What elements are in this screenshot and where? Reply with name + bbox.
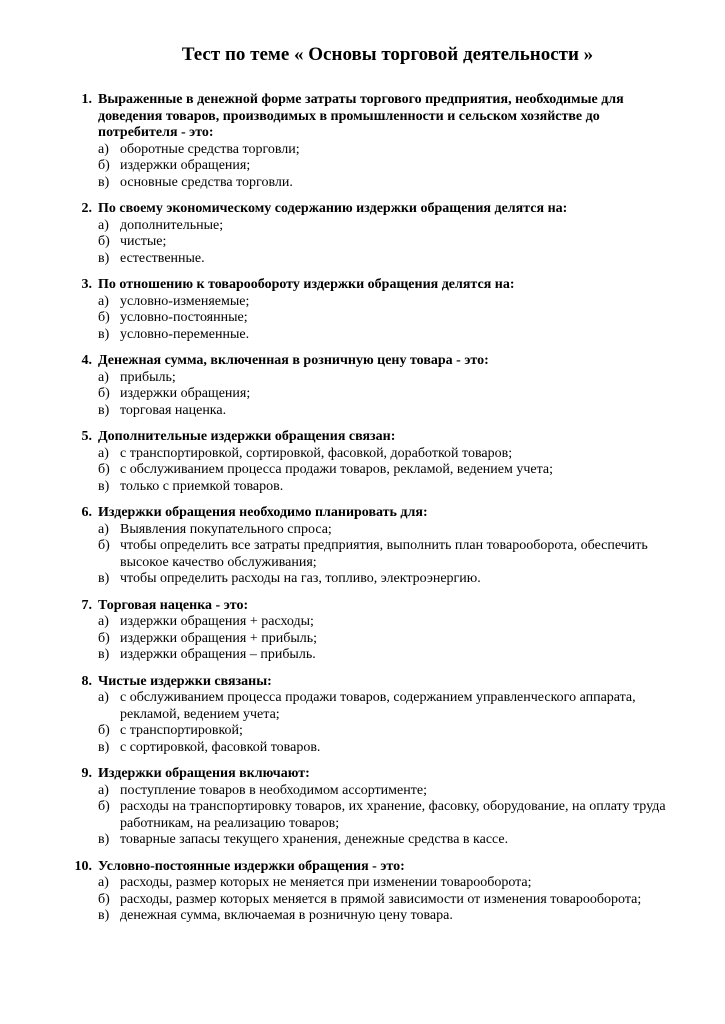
question-item: [78, 92, 677, 191]
answer-text: с обслуживанием процесса продажи товаров, рекламой, ведением учета;: [120, 462, 554, 477]
question-list: [74, 92, 677, 925]
answer-letter: а): [98, 690, 109, 705]
answer-text: чтобы определить все затраты предприятия, выполнить план товарооборота, обеспечить высокое качество обслуживания;: [120, 538, 648, 570]
question-number: 7.: [81, 597, 92, 613]
answer-letter: в): [98, 647, 110, 662]
answer-text: издержки обращения + прибыль;: [120, 630, 317, 646]
answer-text: торговая наценка.: [120, 402, 227, 418]
question-text: Условно-постоянные издержки обращения - это:: [98, 858, 405, 874]
answer-text: чистые;: [120, 234, 167, 249]
question-text: Издержки обращения необходимо планировать для:: [98, 505, 428, 520]
question-number: 8.: [81, 673, 92, 689]
answer-option: [98, 571, 677, 588]
question-item: [78, 429, 677, 495]
answer-letter: в): [98, 832, 110, 847]
answer-list: [68, 218, 677, 268]
answer-option: [98, 234, 677, 251]
answer-list: [68, 142, 677, 192]
question-text: Дополнительные издержки обращения связан:: [98, 429, 396, 444]
answer-option: [98, 310, 677, 327]
answer-list: [68, 446, 677, 496]
answer-letter: а): [98, 217, 109, 233]
answer-option: [98, 892, 677, 909]
answer-option: [98, 538, 677, 571]
answer-option: [98, 631, 677, 648]
answer-option: [98, 386, 677, 403]
answer-list: [68, 783, 677, 849]
answer-letter: в): [98, 174, 110, 190]
question-number: 6.: [81, 505, 92, 520]
answer-text: только с приемкой товаров.: [120, 478, 284, 494]
answer-text: расходы, размер которых меняется в прямой зависимости от изменения товарооборота;: [120, 891, 642, 907]
question-header: [78, 674, 677, 691]
answer-option: [98, 723, 677, 740]
answer-letter: а): [98, 445, 109, 461]
question-item: [78, 505, 677, 588]
question-header: [78, 201, 677, 218]
question-number: 5.: [81, 429, 92, 444]
answer-option: [98, 142, 677, 159]
question-text: Торговая наценка - это:: [98, 597, 249, 613]
answer-letter: а): [98, 521, 109, 537]
answer-text: с транспортировкой, сортировкой, фасовкой, доработкой товаров;: [120, 445, 513, 461]
answer-option: [98, 327, 677, 344]
question-header: [78, 353, 677, 370]
answer-text: поступление товаров в необходимом ассортименте;: [120, 782, 427, 798]
answer-text: издержки обращения – прибыль.: [120, 647, 316, 662]
answer-text: чтобы определить расходы на газ, топливо, электроэнергию.: [120, 571, 481, 586]
answer-text: издержки обращения;: [120, 386, 251, 401]
question-header: [78, 598, 677, 615]
answer-letter: в): [98, 250, 110, 266]
answer-letter: б): [98, 310, 110, 325]
answer-letter: в): [98, 908, 110, 923]
answer-letter: б): [98, 158, 110, 173]
answer-letter: б): [98, 891, 110, 907]
answer-option: [98, 832, 677, 849]
answer-text: с транспортировкой;: [120, 723, 243, 738]
answer-option: [98, 251, 677, 268]
answer-text: издержки обращения + расходы;: [120, 614, 314, 629]
answer-text: расходы на транспортировку товаров, их хранение, фасовку, оборудование, на оплату труда работникам, на реализацию товаров;: [120, 799, 666, 831]
answer-letter: а): [98, 293, 109, 309]
answer-letter: а): [98, 782, 109, 798]
answer-option: [98, 875, 677, 892]
answer-letter: а): [98, 141, 109, 157]
question-header: [78, 92, 677, 142]
answer-text: денежная сумма, включаемая в розничную цену товара.: [120, 908, 453, 923]
answer-text: естественные.: [120, 250, 205, 266]
answer-option: [98, 158, 677, 175]
answer-option: [98, 462, 677, 479]
answer-text: условно-постоянные;: [120, 310, 248, 325]
answer-letter: б): [98, 462, 110, 477]
answer-letter: б): [98, 234, 110, 249]
answer-text: прибыль;: [120, 369, 176, 385]
question-header: [78, 505, 677, 522]
question-item: [78, 353, 677, 419]
question-header: [78, 766, 677, 783]
answer-text: Выявления покупательного спроса;: [120, 521, 332, 537]
answer-letter: б): [98, 630, 110, 646]
answer-option: [98, 446, 677, 463]
question-number: 4.: [81, 353, 92, 368]
question-item: [78, 674, 677, 757]
answer-option: [98, 175, 677, 192]
answer-list: [68, 294, 677, 344]
answer-letter: а): [98, 369, 109, 385]
answer-text: товарные запасы текущего хранения, денежные средства в кассе.: [120, 832, 509, 847]
answer-option: [98, 783, 677, 800]
answer-list: [68, 690, 677, 756]
question-item: [74, 858, 677, 925]
question-number: 1.: [81, 92, 92, 107]
answer-option: [98, 294, 677, 311]
answer-text: оборотные средства торговли;: [120, 141, 300, 157]
question-header: [74, 858, 677, 876]
question-item: [78, 766, 677, 849]
question-header: [78, 429, 677, 446]
answer-letter: б): [98, 386, 110, 401]
question-text: Выраженные в денежной форме затраты торгового предприятия, необходимые для доведения товаров, производимых в промышленности и сельском хозяйстве до потребителя - это:: [98, 92, 624, 140]
answer-text: условно-переменные.: [120, 326, 250, 342]
answer-text: условно-изменяемые;: [120, 293, 250, 309]
answer-letter: в): [98, 571, 110, 586]
answer-letter: б): [98, 799, 110, 814]
answer-option: [98, 522, 677, 539]
answer-list: [68, 370, 677, 420]
question-number: 10.: [74, 858, 92, 874]
question-item: [78, 201, 677, 267]
answer-letter: в): [98, 739, 110, 755]
answer-text: расходы, размер которых не меняется при изменении товарооборота;: [120, 875, 532, 890]
question-item: [78, 277, 677, 343]
answer-option: [98, 740, 677, 757]
answer-letter: б): [98, 723, 110, 738]
question-header: [78, 277, 677, 294]
answer-letter: а): [98, 614, 109, 629]
answer-option: [98, 799, 677, 832]
page-title: Тест по теме « Основы торговой деятельности »: [181, 44, 594, 65]
answer-letter: в): [98, 326, 110, 342]
answer-option: [98, 403, 677, 420]
answer-text: с сортировкой, фасовкой товаров.: [120, 739, 321, 755]
question-text: Денежная сумма, включенная в розничную цену товара - это:: [98, 353, 489, 368]
answer-option: [98, 479, 677, 496]
answer-letter: б): [98, 538, 110, 553]
answer-option: [98, 370, 677, 387]
answer-letter: в): [98, 478, 110, 494]
answer-text: издержки обращения;: [120, 158, 251, 173]
question-item: [78, 598, 677, 664]
answer-option: [98, 218, 677, 235]
answer-option: [98, 647, 677, 664]
question-text: Издержки обращения включают:: [98, 766, 310, 781]
answer-option: [98, 614, 677, 631]
question-text: Чистые издержки связаны:: [98, 673, 272, 689]
question-text: По отношению к товарообороту издержки обращения делятся на:: [98, 277, 515, 292]
answer-text: с обслуживанием процесса продажи товаров, содержанием управленческого аппарата, рекламой, ведением учета;: [120, 690, 636, 722]
answer-list: [68, 614, 677, 664]
question-number: 3.: [81, 277, 92, 292]
question-text: По своему экономическому содержанию издержки обращения делятся на:: [98, 201, 568, 216]
question-number: 9.: [81, 766, 92, 781]
answer-list: [68, 522, 677, 588]
answer-list: [68, 875, 677, 925]
answer-text: дополнительные;: [120, 217, 224, 233]
answer-option: [98, 908, 677, 925]
answer-letter: в): [98, 402, 110, 418]
answer-option: [98, 690, 677, 723]
answer-letter: а): [98, 875, 109, 890]
answer-text: основные средства торговли.: [120, 174, 293, 190]
question-number: 2.: [81, 201, 92, 216]
